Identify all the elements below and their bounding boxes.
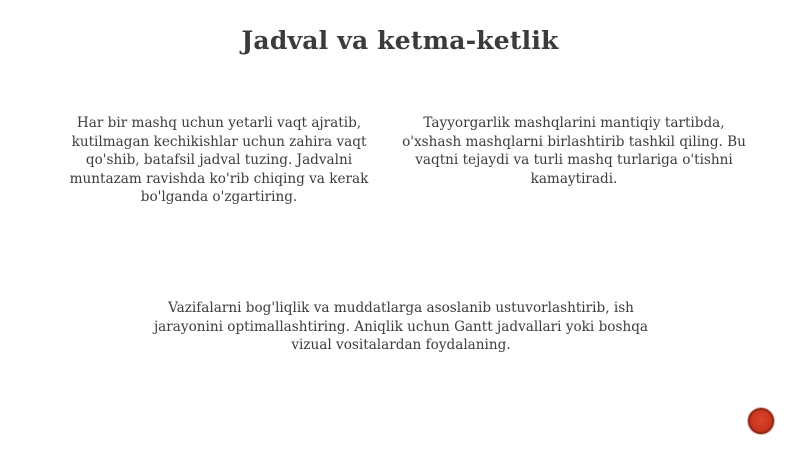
paragraph-sequence: Tayyorgarlik mashqlarini mantiqiy tartibda, o'xshash mashqlarni birlashtirib tashkil qiling. Bu vaqtni tejaydi va turli mashq turlariga o'tishni kamaytiradi. xyxy=(402,115,746,187)
paragraph-prioritize: Vazifalarni bog'liqlik va muddatlarga asoslanib ustuvorlashtirib, ish jarayonini optimallashtiring. Aniqlik uchun Gantt jadvallari yoki boshqa vizual vositalardan foydalaning. xyxy=(153,300,649,353)
slide-title: Jadval va ketma-ketlik xyxy=(241,26,559,55)
red-circle-icon[interactable] xyxy=(748,408,774,434)
paragraph-schedule: Har bir mashq uchun yetarli vaqt ajratib, kutilmagan kechikishlar uchun zahira vaqt qo'shib, batafsil jadval tuzing. Jadvalni muntazam ravishda ko'rib chiqing va kerak bo'lganda o'zgartiring. xyxy=(69,115,369,205)
